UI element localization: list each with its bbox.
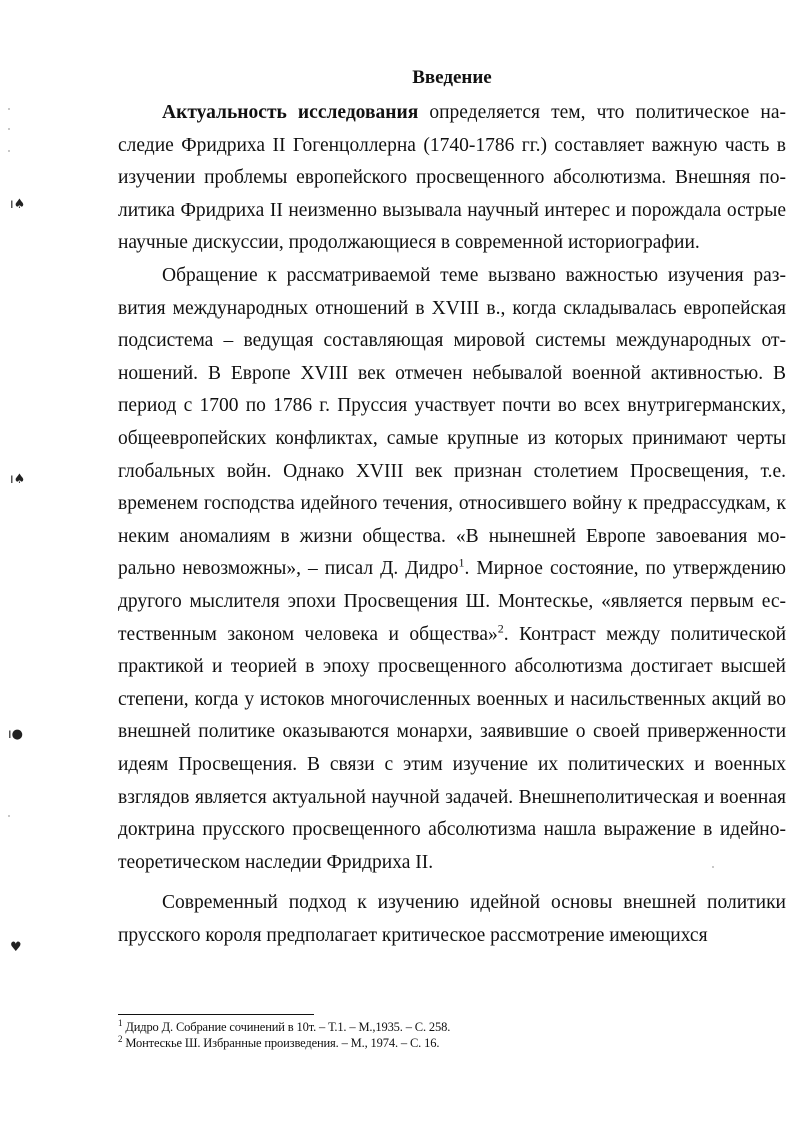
scan-speck	[8, 108, 10, 110]
paragraph-text-part: Обращение к рассматриваемой теме вызвано важностью изучения развития международных отношений в XVIII в., когда складывалась европейская подсистема – ведущая составляющая мировой системы международных отношений. В Европе XVIII век отмечен небывалой военной активностью. В период с 1700 по 1786 г. Пруссия участвует почти во всех внутригерманских, общеевропейских конфликтах, самые крупные из которых принимают черты глобальных войн. Однако XVIII век признан столетием Просвещения, т.е. временем господства идейного течения, относившего войну к предрассудкам, к неким аномалиям в жизни общества. «В нынешней Европе завоевания морально невозможны», – писал Д. Дидро	[118, 265, 786, 580]
scan-speck	[712, 866, 714, 868]
section-heading: Введение	[412, 67, 492, 88]
paragraph-lead-bold: Актуальность исследования	[162, 102, 419, 123]
binding-hole-mark: ı♠	[10, 197, 26, 212]
binding-hole-mark: ♥	[10, 940, 22, 955]
footnote-2	[118, 1035, 758, 1051]
footnote-separator	[118, 1014, 314, 1015]
paragraph-text-part: . Контраст между политической практикой и теорией в эпоху просвещенного абсолютизма достигает высшей степени, когда у истоков многочисленных военных и насильственных акций во внешней политике оказываются монархи, заявившие о своей приверженности идеям Просвещения. В связи с этим изучение их политических и военных взглядов является актуальной научной задачей. Внешнеполитическая и военная доктрина прусского просвещенного абсолютизма нашла выражение в идейно-теоретическом наследии Фридриха II.	[118, 623, 787, 873]
paragraph-text: Современный подход к изучению идейной основы внешней политики прусского короля предполагает критическое рассмотрение имеющихся	[118, 892, 786, 946]
footnote-ref-2: 2	[497, 621, 504, 636]
footnote-ref-1: 1	[458, 555, 465, 570]
paragraph-text-part: . Мирное состояние, по утверждению другого мыслителя эпохи Просвещения Ш. Монтескье, «является первым естественным законом человека и общества»	[118, 558, 786, 645]
paragraph-relevance	[118, 97, 786, 260]
paragraph-text: определяется тем, что политическое наследие Фридриха II Гогенцоллерна (1740-1786 гг.) составляет важную часть в изучении проблемы европейского просвещенного абсолютизма. Внешняя политика Фридриха II неизменно вызывала научный интерес и порождала острые научные дискуссии, продолжающиеся в современной историографии.	[118, 102, 786, 254]
footnote-1	[118, 1019, 758, 1035]
footnote-text: Монтескье Ш. Избранные произведения. – М., 1974. – С. 16.	[122, 1036, 440, 1050]
binding-hole-mark: ı♠	[10, 472, 26, 487]
paragraph-context	[118, 260, 786, 879]
binding-hole-mark: ı●	[8, 727, 23, 742]
scan-speck	[8, 128, 10, 130]
footnote-number: 2	[118, 1033, 123, 1044]
footnotes	[118, 1019, 758, 1051]
scan-speck	[8, 815, 10, 817]
footnote-text: Дидро Д. Собрание сочинений в 10т. – Т.1. – М.,1935. – С. 258.	[122, 1020, 451, 1034]
footnote-number: 1	[118, 1017, 123, 1028]
paragraph-approach	[118, 887, 786, 952]
scan-speck	[8, 150, 10, 152]
